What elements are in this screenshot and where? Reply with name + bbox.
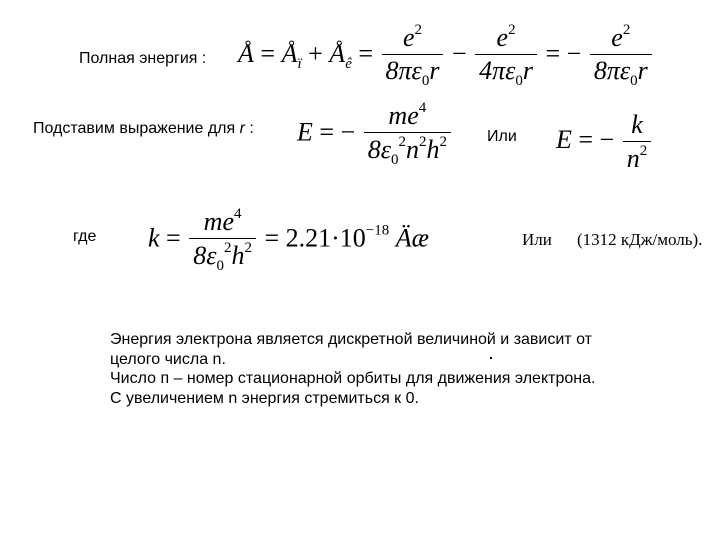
eq1-equals-2: = [358, 38, 374, 68]
eq3-den: n [626, 144, 640, 173]
eq4-lhs: k [148, 223, 160, 253]
eq2-fraction [364, 100, 451, 169]
eq1-minus: − [451, 38, 467, 68]
eq1-f1-den-r: r [429, 56, 440, 85]
or-label-1: Или [487, 128, 517, 145]
substitute-colon: : [244, 120, 254, 137]
eq2-lhs: E [297, 117, 313, 147]
text-line-4: С увеличением n энергия стремиться к 0. [110, 389, 419, 407]
text-line-2: целого числа n. [110, 350, 226, 368]
eq1-f3-den-r: r [637, 56, 648, 85]
substitute-text: Подставим выражение для [33, 120, 236, 137]
eq1-f1-num-sup: 2 [414, 22, 422, 38]
eq1-lhs: Å [238, 38, 254, 68]
eq4-den-a-sup: 2 [223, 240, 232, 256]
or-label-2: Или [522, 230, 552, 249]
eq1-term2-sub: ê [345, 55, 352, 72]
eq4-equals: = [166, 223, 181, 253]
eq2-den-h-sup: 2 [439, 134, 447, 150]
text-line-1: Энергия электрона является дискретной величиной и зависит от [110, 331, 592, 348]
eq1-equals: = [260, 38, 276, 68]
description-text [110, 330, 710, 408]
eq1-fraction-3 [590, 22, 652, 90]
eq1-f3-num: e [611, 23, 623, 52]
eq1-equals-3: = − [545, 38, 582, 68]
eq1-fraction-1 [382, 22, 444, 90]
substitute-var: r [239, 120, 245, 137]
eq4-rhs-sup: −18 [365, 222, 390, 239]
eq2-den-n: n [405, 135, 419, 164]
eq2-num: me [388, 101, 419, 130]
eq1-f2-den: 4πε [479, 56, 516, 85]
eq4-den-h: h [231, 241, 245, 270]
eq4-den-a-sub: 0 [216, 258, 224, 274]
eq2-den-h: h [426, 135, 440, 164]
eq1-f3-den: 8πε [593, 56, 631, 85]
eq1-f2-den-sub: 0 [515, 73, 523, 89]
energy-equation [297, 100, 453, 169]
eq1-f3-num-sup: 2 [622, 22, 631, 38]
eq1-term2: Å [329, 38, 346, 68]
eq3-fraction [623, 110, 652, 174]
eq3-num: k [631, 110, 643, 139]
eq2-den-a: 8ε [367, 135, 391, 164]
eq2-equals: = − [319, 117, 356, 147]
eq4-num: me [203, 207, 234, 236]
eq2-den-a-sub: 0 [390, 152, 399, 168]
total-energy-label: Полная энергия : [79, 50, 207, 67]
stray-dot [490, 357, 492, 359]
eq4-rhs: = 2.21·10 [264, 223, 366, 253]
eq1-f2-num-sup: 2 [508, 22, 516, 38]
k-equation [148, 206, 429, 275]
eq1-f2-den-r: r [522, 56, 534, 85]
eq1-fraction-2 [475, 22, 537, 90]
eq1-f1-den-sub: 0 [421, 73, 430, 89]
substitute-label [33, 120, 254, 138]
eq1-term1-sub: ï [297, 55, 302, 72]
eq4-unit: Äæ [395, 223, 429, 253]
eq1-f1-num: e [402, 23, 415, 52]
eq4-num-sup: 4 [234, 206, 242, 222]
text-line-3: Число п – номер стационарной орбиты для движения электрона. [110, 370, 596, 387]
eq1-f1-den: 8πε [385, 56, 422, 85]
where-label: где [73, 228, 97, 245]
eq4-fraction [189, 206, 256, 275]
eq2-den-a-sup: 2 [398, 134, 406, 150]
kj-mol-label: (1312 кДж/моль). [577, 230, 703, 249]
eq1-plus: + [308, 38, 323, 68]
eq2-den-n-sup: 2 [418, 134, 427, 150]
total-energy-equation [238, 22, 654, 90]
energy-k-equation [556, 110, 653, 174]
eq3-equals: = − [578, 124, 615, 154]
eq3-lhs: E [556, 124, 572, 154]
eq1-term1: Å [281, 38, 298, 68]
eq3-den-sup: 2 [639, 143, 648, 159]
eq2-num-sup: 4 [418, 100, 427, 116]
eq1-f2-num: e [496, 23, 509, 52]
eq4-den-a: 8ε [193, 241, 217, 270]
eq1-f3-den-sub: 0 [630, 73, 638, 89]
eq4-den-h-sup: 2 [244, 240, 252, 256]
